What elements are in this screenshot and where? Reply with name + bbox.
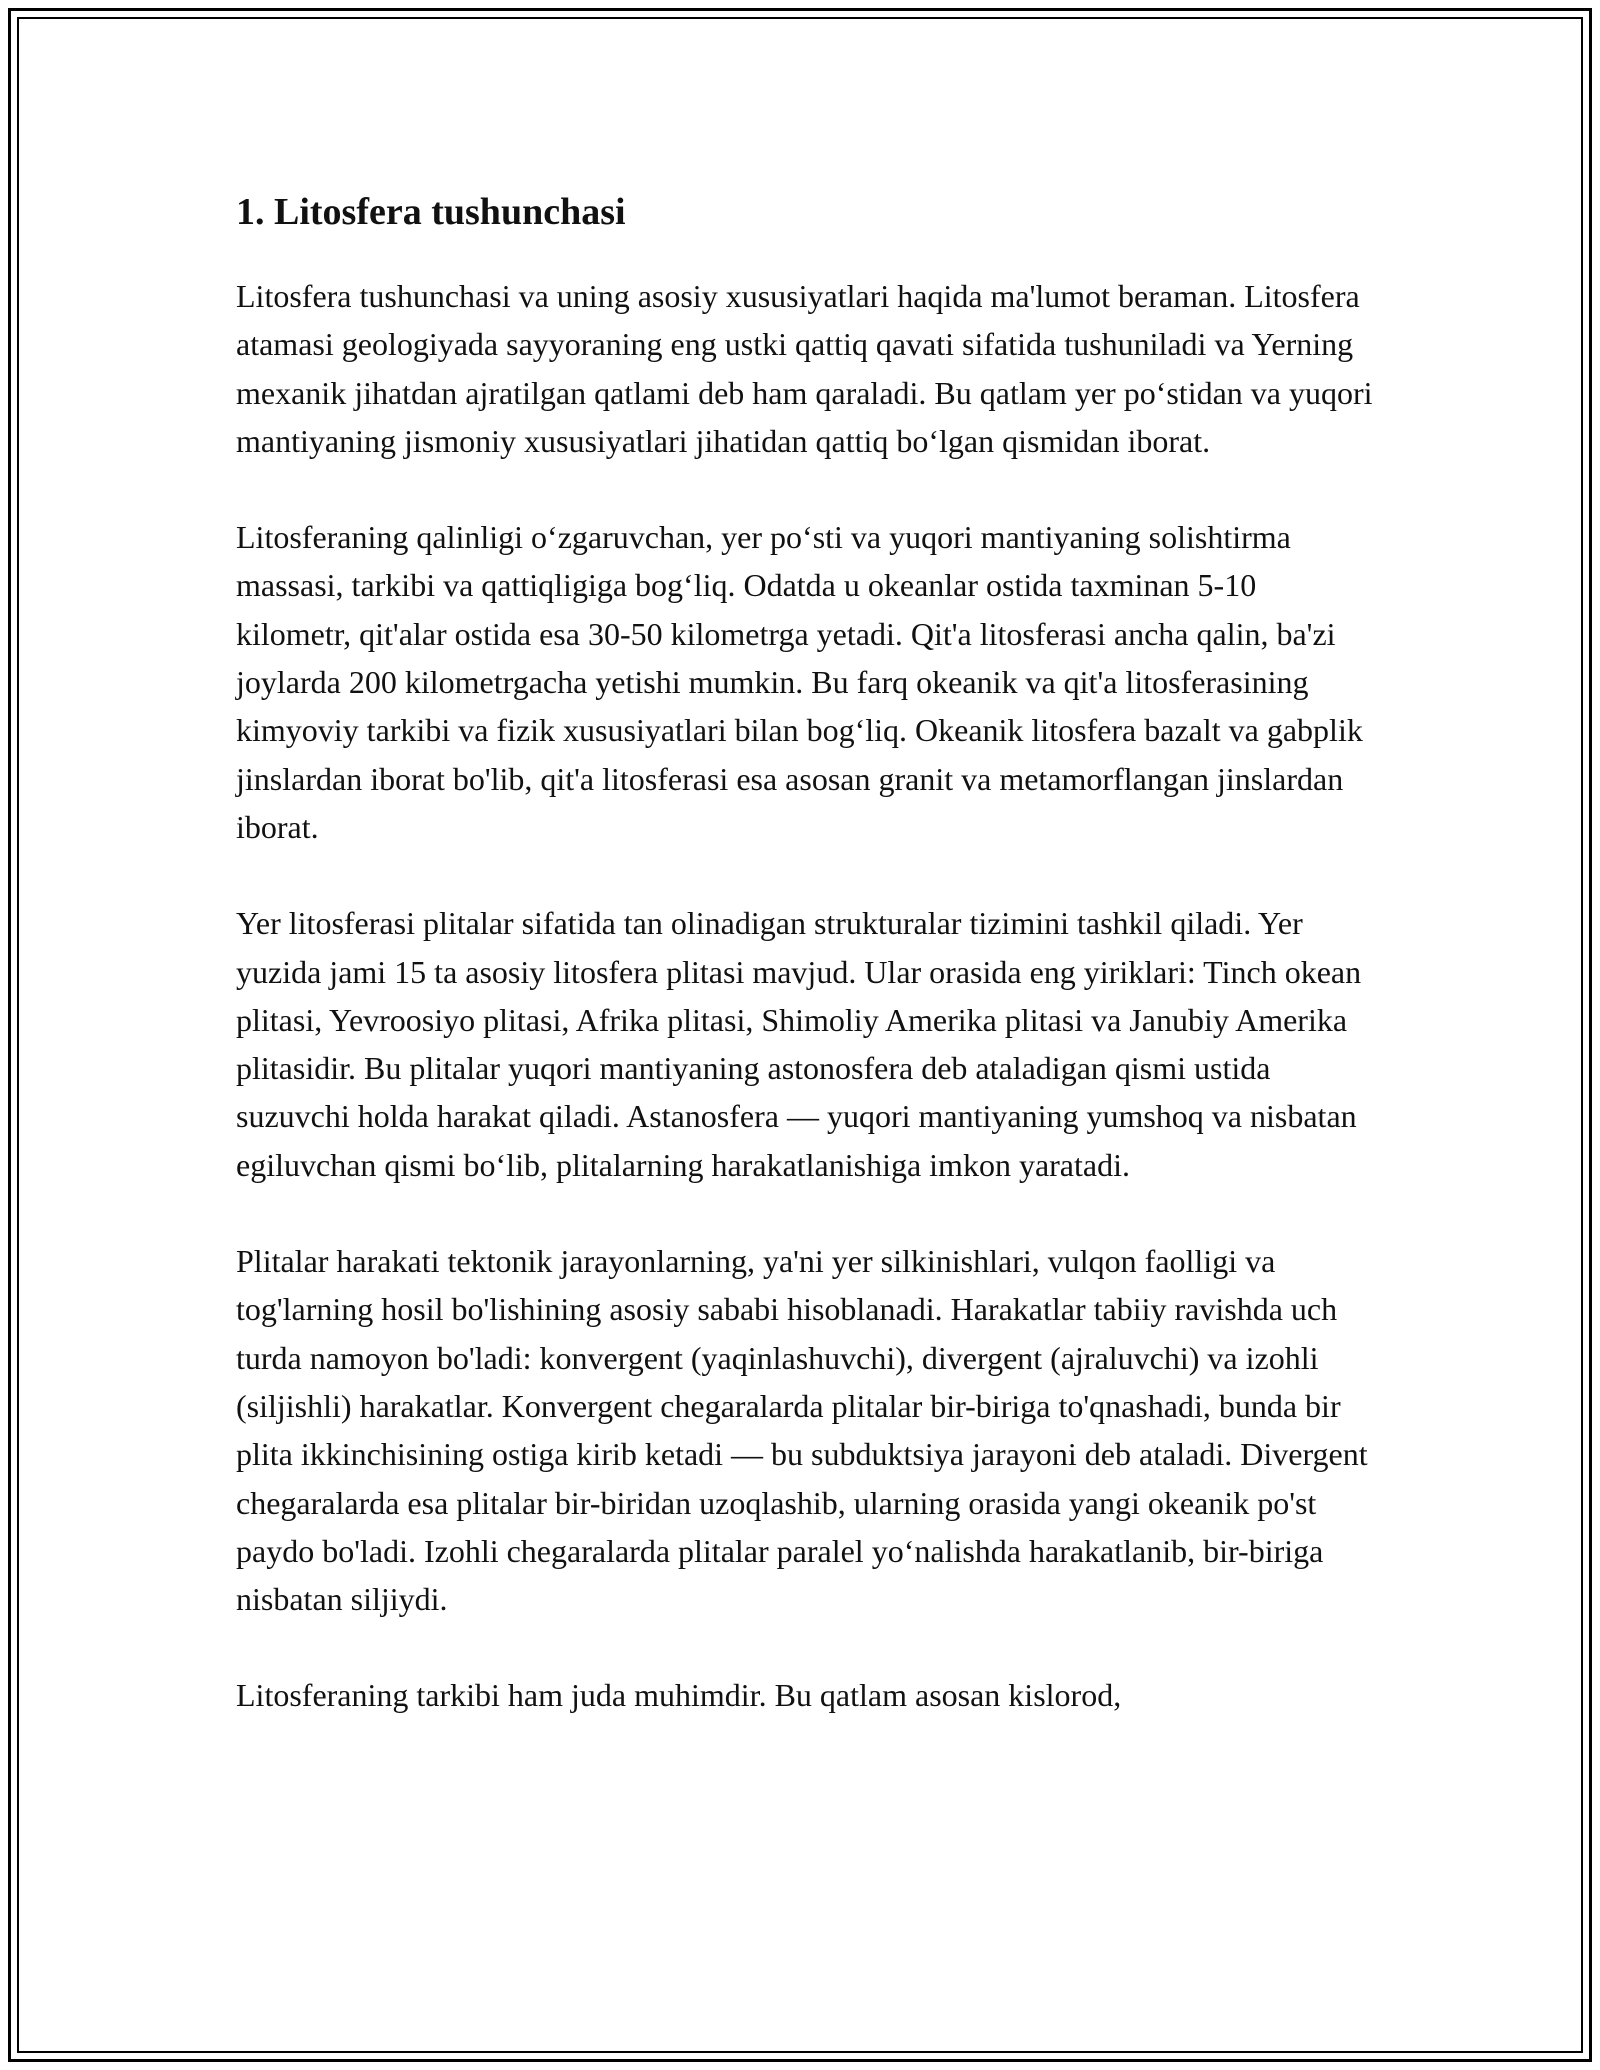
paragraph-1: Litosfera tushunchasi va uning asosiy xususiyatlari haqida ma'lumot beraman. Litosfera atamasi geologiyada sayyoraning eng ustki qattiq qavati sifatida tushuniladi va Yerning mexanik jihatdan ajratilgan qatlami deb ham qaraladi. Bu qatlam yer po‘stidan va yuqori mantiyaning jismoniy xususiyatlari jihatidan qattiq bo‘lgan qismidan iborat. [236, 278, 1373, 459]
paragraph-4: Plitalar harakati tektonik jarayonlarning, ya'ni yer silkinishlari, vulqon faolligi va tog'larning hosil bo'lishining asosiy sababi hisoblanadi. Harakatlar tabiiy ravishda uch turda namoyon bo'ladi: konvergent (yaqinlashuvchi), divergent (ajraluvchi) va izohli (siljishli) harakatlar. Konvergent chegaralarda plitalar bir-biriga to'qnashadi, bunda bir plita ikkinchisining ostiga kirib ketadi — bu subduktsiya jarayoni deb ataladi. Divergent chegaralarda esa plitalar bir-biridan uzoqlashib, ularning orasida yangi okeanik po'st paydo bo'ladi. Izohli chegaralarda plitalar paralel yo‘nalishda harakatlanib, bir-biriga nisbatan siljiydi. [236, 1243, 1368, 1618]
paragraph-3: Yer litosferasi plitalar sifatida tan olinadigan strukturalar tizimini tashkil qiladi. Yer yuzida jami 15 ta asosiy litosfera plitasi mavjud. Ular orasida eng yiriklari: Tinch okean plitasi, Yevroosiyo plitasi, Afrika plitasi, Shimoliy Amerika plitasi va Janubiy Amerika plitasidir. Bu plitalar yuqori mantiyaning astonosfera deb ataladigan qismi ustida suzuvchi holda harakat qiladi. Astanosfera — yuqori mantiyaning yumshoq va nisbatan egiluvchan qismi bo‘lib, plitalarning harakatlanishiga imkon yaratadi. [236, 905, 1362, 1183]
paragraph-5: Litosferaning tarkibi ham juda muhimdir. Bu qatlam asosan kislorod, [236, 1677, 1122, 1714]
paragraph-2: Litosferaning qalinligi o‘zgaruvchan, yer po‘sti va yuqori mantiyaning solishtirma massasi, tarkibi va qattiqligiga bog‘liq. Odatda u okeanlar ostida taxminan 5-10 kilometr, qit'alar ostida esa 30-50 kilometrga yetadi. Qit'a litosferasi ancha qalin, ba'zi joylarda 200 kilometrgacha yetishi mumkin. Bu farq okeanik va qit'a litosferasining kimyoviy tarkibi va fizik xususiyatlari bilan bog‘liq. Okeanik litosfera bazalt va gabplik jinslardan iborat bo'lib, qit'a litosferasi esa asosan granit va metamorflangan jinslardan iborat. [236, 519, 1363, 845]
section-heading: 1. Litosfera tushunchasi [236, 191, 626, 233]
document-body [236, 186, 1376, 1768]
